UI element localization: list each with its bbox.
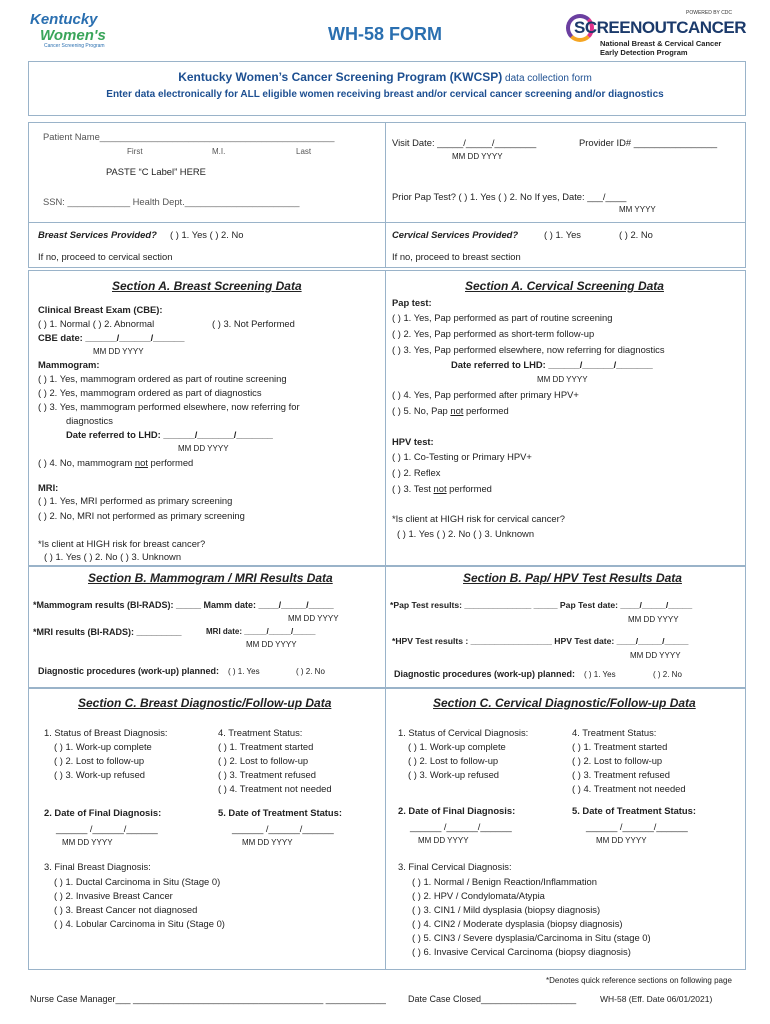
- pap-option-2[interactable]: ( ) 2. Yes, Pap performed as short-term follow-up: [392, 328, 595, 339]
- mri-date-sub: MM DD YYYY: [246, 640, 297, 649]
- breast-final-date-sub: MM DD YYYY: [62, 838, 113, 847]
- form-id: WH-58 (Eff. Date 06/01/2021): [600, 994, 713, 1004]
- last-label: Last: [296, 147, 312, 156]
- mammogram-option-4[interactable]: [38, 456, 193, 470]
- breast-risk-question: *Is client at HIGH risk for breast cancer?: [38, 538, 206, 549]
- pap-results-field[interactable]: *Pap Test results: ______________ _____ Pap Test date: ____/_____/_____: [390, 600, 693, 610]
- breast-treat-date-field[interactable]: ______ /______/______: [232, 823, 334, 834]
- cervical-status-option[interactable]: ( ) 2. Lost to follow-up: [408, 755, 499, 766]
- breast-treatment-option[interactable]: ( ) 1. Treatment started: [218, 741, 314, 752]
- logo-cancer: CANCER: [676, 18, 746, 37]
- cervical-lhd-date-field[interactable]: Date referred to LHD: ______/______/_______: [451, 359, 653, 370]
- breast-treat-date-label: 5. Date of Treatment Status:: [218, 807, 342, 818]
- breast-final-date-label: 2. Date of Final Diagnosis:: [44, 807, 162, 818]
- cervical-treat-date-sub: MM DD YYYY: [596, 836, 647, 845]
- cervical-status-option[interactable]: ( ) 3. Work-up refused: [408, 769, 500, 780]
- mammogram-option-3[interactable]: ( ) 3. Yes, mammogram performed elsewhere, now referring for: [38, 401, 300, 412]
- cervical-final-diagnosis-list: [412, 875, 651, 959]
- pap-option-5[interactable]: [392, 404, 509, 418]
- cervical-treatment-label: 4. Treatment Status:: [572, 727, 657, 738]
- cervical-diag-yes[interactable]: ( ) 1. Yes: [584, 670, 616, 679]
- pap5-end: performed: [463, 405, 509, 416]
- breast-treatment-label: 4. Treatment Status:: [218, 727, 303, 738]
- hpv-option-3[interactable]: [392, 482, 492, 496]
- cervical-yes-option[interactable]: ( ) 1. Yes: [544, 229, 581, 240]
- cervical-risk-options[interactable]: ( ) 1. Yes ( ) 2. No ( ) 3. Unknown: [397, 528, 535, 539]
- cervical-treatment-option[interactable]: ( ) 1. Treatment started: [572, 741, 668, 752]
- program-name: Kentucky Women’s Cancer Screening Program (KWCSP): [178, 70, 503, 84]
- cervical-diag-no[interactable]: ( ) 2. No: [653, 670, 682, 679]
- breast-section-a-heading: Section A. Breast Screening Data: [112, 279, 302, 293]
- mri-option-1[interactable]: ( ) 1. Yes, MRI performed as primary screening: [38, 495, 233, 506]
- mri-label: MRI:: [38, 482, 59, 493]
- cervical-diag-planned-label: Diagnostic procedures (work-up) planned:: [394, 669, 576, 679]
- breast-status-option[interactable]: ( ) 2. Lost to follow-up: [54, 755, 145, 766]
- cervical-final-option[interactable]: ( ) 6. Invasive Cervical Carcinoma (biopsy diagnosis): [412, 946, 631, 957]
- breast-diag-yes[interactable]: ( ) 1. Yes: [228, 667, 260, 676]
- screen-out-cancer-logo: [566, 10, 746, 58]
- cervical-section-c-heading: Section C. Cervical Diagnostic/Follow-up Data: [433, 696, 696, 710]
- cervical-status-option[interactable]: ( ) 1. Work-up complete: [408, 741, 506, 752]
- pap-option-1[interactable]: ( ) 1. Yes, Pap performed as part of routine screening: [392, 312, 613, 323]
- hpv-option-1[interactable]: ( ) 1. Co-Testing or Primary HPV+: [392, 451, 532, 462]
- breast-risk-options[interactable]: ( ) 1. Yes ( ) 2. No ( ) 3. Unknown: [44, 551, 182, 562]
- cervical-risk-question: *Is client at HIGH risk for cervical cancer?: [392, 513, 565, 524]
- provider-id-field[interactable]: Provider ID# ________________: [579, 137, 718, 148]
- logo-out: OUT: [641, 18, 677, 37]
- breast-diag-no[interactable]: ( ) 2. No: [296, 667, 325, 676]
- cervical-final-date-sub: MM DD YYYY: [418, 836, 469, 845]
- instructions: Enter data electronically for ALL eligible women receiving breast and/or cervical cancer screening and/or diagnostics: [106, 89, 664, 100]
- mi-label: M.I.: [212, 147, 226, 156]
- mri-date-field[interactable]: MRI date: _____/_____/_____: [206, 627, 316, 636]
- breast-diag-planned-label: Diagnostic procedures (work-up) planned:: [38, 666, 220, 676]
- cervical-final-option[interactable]: ( ) 4. CIN2 / Moderate dysplasia (biopsy diagnosis): [412, 918, 623, 929]
- hpv-results-sub: MM DD YYYY: [630, 651, 681, 660]
- cbe-options[interactable]: ( ) 1. Normal ( ) 2. Abnormal: [38, 318, 155, 329]
- pap-option-4[interactable]: ( ) 4. Yes, Pap performed after primary HPV+: [392, 389, 579, 400]
- mammogram-results-field[interactable]: *Mammogram results (BI-RADS): _____ Mamm date: ____/_____/_____: [33, 600, 334, 610]
- powered-by: POWERED BY CDC: [686, 10, 733, 16]
- program-suffix: data collection form: [502, 73, 592, 84]
- cbe-date-sub: MM DD YYYY: [93, 347, 144, 356]
- mammo4-text: ( ) 4. No, mammogram: [38, 457, 135, 468]
- mammogram-label: Mammogram:: [38, 359, 100, 370]
- logo-screen: SCREEN: [574, 18, 642, 37]
- breast-services-label: Breast Services Provided?: [38, 229, 157, 240]
- cbe-label: Clinical Breast Exam (CBE):: [38, 304, 163, 315]
- logo-subtitle: Cancer Screening Program: [44, 43, 105, 49]
- mammogram-option-3-cont: diagnostics: [66, 415, 113, 426]
- cervical-final-diagnosis-label: 3. Final Cervical Diagnosis:: [398, 861, 512, 872]
- pap-option-3[interactable]: ( ) 3. Yes, Pap performed elsewhere, now referring for diagnostics: [392, 344, 665, 355]
- cervical-final-option[interactable]: ( ) 1. Normal / Benign Reaction/Inflammation: [412, 876, 597, 887]
- breast-final-option[interactable]: ( ) 1. Ductal Carcinoma in Situ (Stage 0): [54, 876, 221, 887]
- pap-label: Pap test:: [392, 297, 432, 308]
- cbe-not-performed[interactable]: ( ) 3. Not Performed: [212, 318, 295, 329]
- breast-status-label: 1. Status of Breast Diagnosis:: [44, 727, 168, 738]
- breast-status-list: [54, 740, 152, 782]
- cervical-treat-date-label: 5. Date of Treatment Status:: [572, 805, 696, 816]
- cervical-final-date-label: 2. Date of Final Diagnosis:: [398, 805, 516, 816]
- cervical-treatment-list: [572, 740, 686, 796]
- logo-line2: Early Detection Program: [600, 48, 688, 57]
- breast-section-c-heading: Section C. Breast Diagnostic/Follow-up Data: [78, 696, 332, 710]
- program-title: [0, 70, 770, 84]
- hpv3-not: not: [433, 483, 447, 494]
- breast-final-option[interactable]: ( ) 3. Breast Cancer not diagnosed: [54, 904, 198, 915]
- ssn-field[interactable]: SSN: ____________ Health Dept.______________________: [43, 196, 300, 207]
- mri-option-2[interactable]: ( ) 2. No, MRI not performed as primary screening: [38, 510, 245, 521]
- logo-line1: National Breast & Cervical Cancer: [600, 39, 722, 48]
- breast-treatment-option[interactable]: ( ) 2. Lost to follow-up: [218, 755, 309, 766]
- mammogram-results-sub: MM DD YYYY: [288, 614, 339, 623]
- paste-label: PASTE “C Label” HERE: [106, 166, 206, 177]
- breast-status-option[interactable]: ( ) 3. Work-up refused: [54, 769, 146, 780]
- mammo4-end: performed: [147, 457, 194, 468]
- hpv-label: HPV test:: [392, 436, 434, 447]
- cervical-final-option[interactable]: ( ) 2. HPV / Condylomata/Atypia: [412, 890, 545, 901]
- first-label: First: [127, 147, 143, 156]
- breast-treat-date-sub: MM DD YYYY: [242, 838, 293, 847]
- visit-date-sub: MM DD YYYY: [452, 152, 503, 161]
- breast-services-options[interactable]: ( ) 1. Yes ( ) 2. No: [170, 229, 244, 240]
- breast-final-diagnosis-label: 3. Final Breast Diagnosis:: [44, 861, 151, 872]
- logo-kentucky: Kentucky: [30, 11, 98, 28]
- nurse-case-manager-field[interactable]: Nurse Case Manager___ ______________________________________ ____________: [30, 994, 386, 1004]
- pap5-not: not: [450, 405, 464, 416]
- mammogram-option-1[interactable]: ( ) 1. Yes, mammogram ordered as part of routine screening: [38, 373, 287, 384]
- cervical-final-option[interactable]: ( ) 3. CIN1 / Mild dysplasia (biopsy diagnosis): [412, 904, 601, 915]
- date-case-closed-field[interactable]: Date Case Closed___________________: [408, 994, 577, 1004]
- cervical-services-note: If no, proceed to breast section: [392, 251, 521, 262]
- breast-final-option[interactable]: ( ) 2. Invasive Breast Cancer: [54, 890, 173, 901]
- cervical-lhd-sub: MM DD YYYY: [537, 375, 588, 384]
- breast-lhd-date-field[interactable]: Date referred to LHD: ______/_______/_______: [66, 429, 273, 440]
- pap-results-sub: MM DD YYYY: [628, 615, 679, 624]
- breast-services-note: If no, proceed to cervical section: [38, 251, 173, 262]
- cervical-section-b-heading: Section B. Pap/ HPV Test Results Data: [463, 571, 682, 585]
- cervical-final-option[interactable]: ( ) 5. CIN3 / Severe dysplasia/Carcinoma in Situ (stage 0): [412, 932, 651, 943]
- patient-name-field[interactable]: Patient Name_____________________________________________: [43, 131, 335, 142]
- breast-section-b-heading: Section B. Mammogram / MRI Results Data: [88, 571, 333, 585]
- breast-treatment-option[interactable]: ( ) 3. Treatment refused: [218, 769, 316, 780]
- cervical-no-option[interactable]: ( ) 2. No: [619, 229, 653, 240]
- cervical-final-date-field[interactable]: ______ /______/______: [410, 821, 512, 832]
- footer-note: *Denotes quick reference sections on following page: [546, 976, 732, 985]
- prior-pap-field[interactable]: Prior Pap Test? ( ) 1. Yes ( ) 2. No If yes, Date: ___/____: [392, 191, 627, 202]
- cervical-treatment-option[interactable]: ( ) 2. Lost to follow-up: [572, 755, 663, 766]
- mri-results-field[interactable]: *MRI results (BI-RADS): _________: [33, 627, 182, 637]
- visit-date-field[interactable]: Visit Date: _____/_____/________: [392, 137, 537, 148]
- mammo4-not: not: [134, 457, 148, 468]
- cervical-treat-date-field[interactable]: ______ /______/______: [586, 821, 688, 832]
- breast-status-option[interactable]: ( ) 1. Work-up complete: [54, 741, 152, 752]
- breast-treatment-option[interactable]: ( ) 4. Treatment not needed: [218, 783, 332, 794]
- breast-lhd-sub: MM DD YYYY: [178, 444, 229, 453]
- logo-womens: Women's: [40, 27, 106, 44]
- cbe-date-field[interactable]: CBE date: ______/______/______: [38, 332, 185, 343]
- form-title: WH-58 FORM: [328, 24, 442, 44]
- prior-pap-sub: MM YYYY: [619, 205, 656, 214]
- hpv3-text: ( ) 3. Test: [392, 483, 434, 494]
- cervical-status-list: [408, 740, 506, 782]
- hpv3-end: performed: [446, 483, 492, 494]
- hpv-results-field[interactable]: *HPV Test results : _________________ HPV Test date: ____/_____/_____: [392, 636, 689, 646]
- cervical-services-label: Cervical Services Provided?: [392, 229, 519, 240]
- mammogram-option-2[interactable]: ( ) 2. Yes, mammogram ordered as part of diagnostics: [38, 387, 262, 398]
- cervical-treatment-option[interactable]: ( ) 3. Treatment refused: [572, 769, 670, 780]
- breast-final-date-field[interactable]: ______ /______/______: [56, 823, 158, 834]
- hpv-option-2[interactable]: ( ) 2. Reflex: [392, 467, 441, 478]
- breast-final-option[interactable]: ( ) 4. Lobular Carcinoma in Situ (Stage 0): [54, 918, 225, 929]
- cervical-status-label: 1. Status of Cervical Diagnosis:: [398, 727, 529, 738]
- breast-treatment-list: [218, 740, 332, 796]
- cervical-treatment-option[interactable]: ( ) 4. Treatment not needed: [572, 783, 686, 794]
- breast-final-diagnosis-list: [54, 875, 225, 931]
- cervical-section-a-heading: Section A. Cervical Screening Data: [465, 279, 664, 293]
- pap5-text: ( ) 5. No, Pap: [392, 405, 451, 416]
